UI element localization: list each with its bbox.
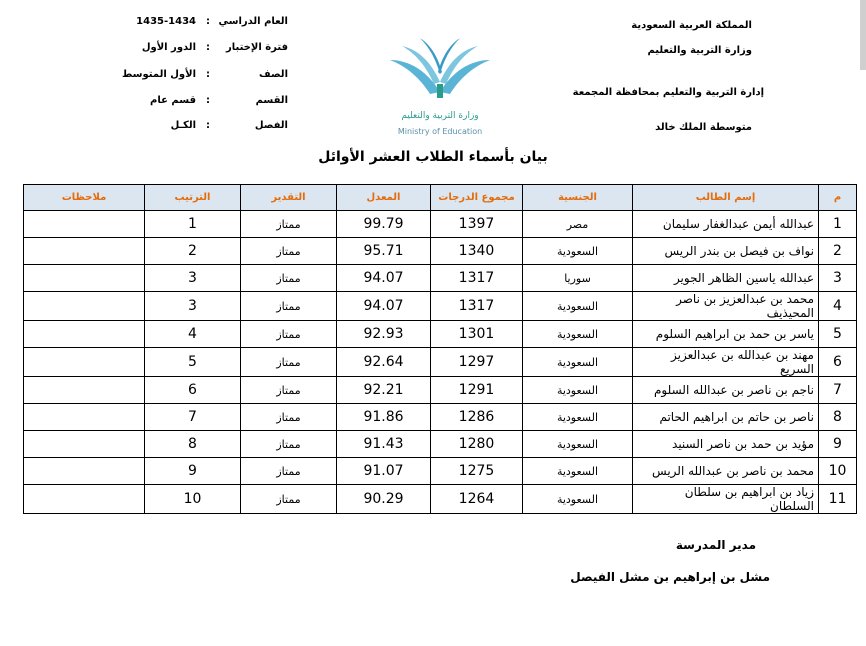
grade-rating-cell: ممتاز bbox=[241, 485, 337, 514]
average-cell: 99.79 bbox=[337, 211, 431, 238]
col-header-rank: الترتيب bbox=[145, 185, 241, 211]
ministry-name: وزارة التربية والتعليم bbox=[647, 45, 752, 56]
table-row bbox=[24, 431, 857, 458]
student-name-cell: نواف بن فيصل بن بندر الريس bbox=[633, 238, 819, 265]
average-cell: 92.93 bbox=[337, 321, 431, 348]
total-score-cell: 1280 bbox=[431, 431, 523, 458]
grade-rating-cell: ممتاز bbox=[241, 404, 337, 431]
nationality-cell: السعودية bbox=[523, 348, 633, 377]
administration-name: إدارة التربية والتعليم بمحافظة المجمعة bbox=[572, 87, 764, 98]
exam-period-value: الدور الأول bbox=[141, 42, 196, 53]
rank-cell: 1 bbox=[145, 211, 241, 238]
total-score-cell: 1301 bbox=[431, 321, 523, 348]
grade-rating-cell: ممتاز bbox=[241, 238, 337, 265]
row-index-cell: 8 bbox=[819, 404, 857, 431]
total-score-cell: 1286 bbox=[431, 404, 523, 431]
total-score-cell: 1317 bbox=[431, 265, 523, 292]
table-row bbox=[24, 292, 857, 321]
row-index-cell: 7 bbox=[819, 377, 857, 404]
row-index-cell: 10 bbox=[819, 458, 857, 485]
nationality-cell: السعودية bbox=[523, 404, 633, 431]
nationality-cell: السعودية bbox=[523, 458, 633, 485]
row-index-cell: 6 bbox=[819, 348, 857, 377]
page-title: بيان بأسماء الطلاب العشر الأوائل bbox=[318, 149, 548, 165]
student-name-cell: مؤيد بن حمد بن ناصر السنيد bbox=[633, 431, 819, 458]
total-score-cell: 1297 bbox=[431, 348, 523, 377]
average-cell: 91.07 bbox=[337, 458, 431, 485]
student-name-cell: محمد بن عبدالعزيز بن ناصر المحيذيف bbox=[633, 292, 819, 321]
school-name: متوسطة الملك خالد bbox=[655, 122, 752, 133]
average-cell: 95.71 bbox=[337, 238, 431, 265]
notes-cell bbox=[24, 321, 145, 348]
nationality-cell: السعودية bbox=[523, 377, 633, 404]
principal-title: مدير المدرسة bbox=[675, 538, 756, 552]
total-score-cell: 1275 bbox=[431, 458, 523, 485]
table-row bbox=[24, 348, 857, 377]
nationality-cell: السعودية bbox=[523, 292, 633, 321]
rank-cell: 7 bbox=[145, 404, 241, 431]
average-cell: 91.43 bbox=[337, 431, 431, 458]
table-row bbox=[24, 404, 857, 431]
row-index-cell: 1 bbox=[819, 211, 857, 238]
rank-cell: 8 bbox=[145, 431, 241, 458]
average-cell: 92.21 bbox=[337, 377, 431, 404]
table-row bbox=[24, 238, 857, 265]
kingdom-name: المملكة العربية السعودية bbox=[631, 20, 752, 31]
grade-rating-cell: ممتاز bbox=[241, 265, 337, 292]
notes-cell bbox=[24, 404, 145, 431]
notes-cell bbox=[24, 265, 145, 292]
col-header-nationality: الجنسية bbox=[523, 185, 633, 211]
row-index-cell: 2 bbox=[819, 238, 857, 265]
notes-cell bbox=[24, 458, 145, 485]
total-score-cell: 1397 bbox=[431, 211, 523, 238]
grade-rating-cell: ممتاز bbox=[241, 377, 337, 404]
grade-rating-cell: ممتاز bbox=[241, 458, 337, 485]
table-row bbox=[24, 458, 857, 485]
col-header-name: إسم الطالب bbox=[633, 185, 819, 211]
principal-name: مشل بن إبراهيم بن مشل الفيصل bbox=[570, 570, 770, 584]
rank-cell: 4 bbox=[145, 321, 241, 348]
nationality-cell: السعودية bbox=[523, 321, 633, 348]
exam-period-row: فترة الإختبار : الدور الأول bbox=[141, 42, 288, 53]
rank-cell: 10 bbox=[145, 485, 241, 514]
grade-value: الأول المتوسط bbox=[121, 69, 196, 80]
scrollbar[interactable] bbox=[860, 0, 866, 70]
rank-cell: 2 bbox=[145, 238, 241, 265]
row-index-cell: 11 bbox=[819, 485, 857, 514]
notes-cell bbox=[24, 238, 145, 265]
row-index-cell: 5 bbox=[819, 321, 857, 348]
nationality-cell: مصر bbox=[523, 211, 633, 238]
notes-cell bbox=[24, 211, 145, 238]
student-name-cell: ناجم بن ناصر بن عبدالله السلوم bbox=[633, 377, 819, 404]
class-label: الفصل bbox=[254, 120, 288, 131]
table-row bbox=[24, 265, 857, 292]
notes-cell bbox=[24, 431, 145, 458]
student-name-cell: محمد بن ناصر بن عبدالله الريس bbox=[633, 458, 819, 485]
table-row bbox=[24, 485, 857, 514]
grade-rating-cell: ممتاز bbox=[241, 431, 337, 458]
average-cell: 94.07 bbox=[337, 292, 431, 321]
rank-cell: 6 bbox=[145, 377, 241, 404]
students-table bbox=[23, 184, 857, 514]
class-row: الفصل : الكـل bbox=[170, 120, 288, 131]
nationality-cell: السعودية bbox=[523, 485, 633, 514]
rank-cell: 5 bbox=[145, 348, 241, 377]
col-header-index: م bbox=[819, 185, 857, 211]
class-value: الكـل bbox=[170, 120, 196, 131]
row-index-cell: 4 bbox=[819, 292, 857, 321]
total-score-cell: 1264 bbox=[431, 485, 523, 514]
rank-cell: 3 bbox=[145, 292, 241, 321]
total-score-cell: 1317 bbox=[431, 292, 523, 321]
student-name-cell: مهند بن عبدالله بن عبدالعزيز السريع bbox=[633, 348, 819, 377]
grade-label: الصف bbox=[259, 69, 288, 80]
total-score-cell: 1340 bbox=[431, 238, 523, 265]
total-score-cell: 1291 bbox=[431, 377, 523, 404]
notes-cell bbox=[24, 348, 145, 377]
grade-row: الصف : الأول المتوسط bbox=[121, 69, 288, 80]
year-row: العام الدراسي : 1435-1434 bbox=[136, 16, 288, 27]
col-header-grade: التقدير bbox=[241, 185, 337, 211]
col-header-notes: ملاحظات bbox=[24, 185, 145, 211]
grade-rating-cell: ممتاز bbox=[241, 321, 337, 348]
average-cell: 94.07 bbox=[337, 265, 431, 292]
notes-cell bbox=[24, 377, 145, 404]
average-cell: 90.29 bbox=[337, 485, 431, 514]
grade-rating-cell: ممتاز bbox=[241, 348, 337, 377]
student-name-cell: ياسر بن حمد بن ابراهيم السلوم bbox=[633, 321, 819, 348]
section-label: القسم bbox=[255, 95, 288, 106]
table-header-row bbox=[24, 185, 857, 211]
ministry-book-logo-icon bbox=[380, 20, 500, 140]
section-row: القسم : قسم عام bbox=[150, 95, 288, 106]
average-cell: 92.64 bbox=[337, 348, 431, 377]
table-row bbox=[24, 377, 857, 404]
notes-cell bbox=[24, 292, 145, 321]
student-name-cell: زياد بن ابراهيم بن سلطان السلطان bbox=[633, 485, 819, 514]
row-index-cell: 3 bbox=[819, 265, 857, 292]
nationality-cell: السعودية bbox=[523, 238, 633, 265]
section-value: قسم عام bbox=[150, 95, 196, 106]
student-name-cell: عبدالله ياسين الظاهر الجوير bbox=[633, 265, 819, 292]
logo-english-text: Ministry of Education bbox=[397, 127, 483, 136]
student-name-cell: ناصر بن حاتم بن ابراهيم الحاتم bbox=[633, 404, 819, 431]
logo-arabic-text: وزارة التربية والتعليم bbox=[401, 111, 479, 121]
row-index-cell: 9 bbox=[819, 431, 857, 458]
grade-rating-cell: ممتاز bbox=[241, 292, 337, 321]
rank-cell: 9 bbox=[145, 458, 241, 485]
table-row bbox=[24, 211, 857, 238]
notes-cell bbox=[24, 485, 145, 514]
average-cell: 91.86 bbox=[337, 404, 431, 431]
grade-rating-cell: ممتاز bbox=[241, 211, 337, 238]
col-header-total: مجموع الدرجات bbox=[431, 185, 523, 211]
year-value: 1435-1434 bbox=[136, 16, 196, 27]
table-row bbox=[24, 321, 857, 348]
col-header-average: المعدل bbox=[337, 185, 431, 211]
rank-cell: 3 bbox=[145, 265, 241, 292]
nationality-cell: سوريا bbox=[523, 265, 633, 292]
exam-period-label: فترة الإختبار bbox=[226, 42, 288, 53]
year-label: العام الدراسي bbox=[218, 16, 288, 27]
student-name-cell: عبدالله أيمن عبدالغفار سليمان bbox=[633, 211, 819, 238]
nationality-cell: السعودية bbox=[523, 431, 633, 458]
